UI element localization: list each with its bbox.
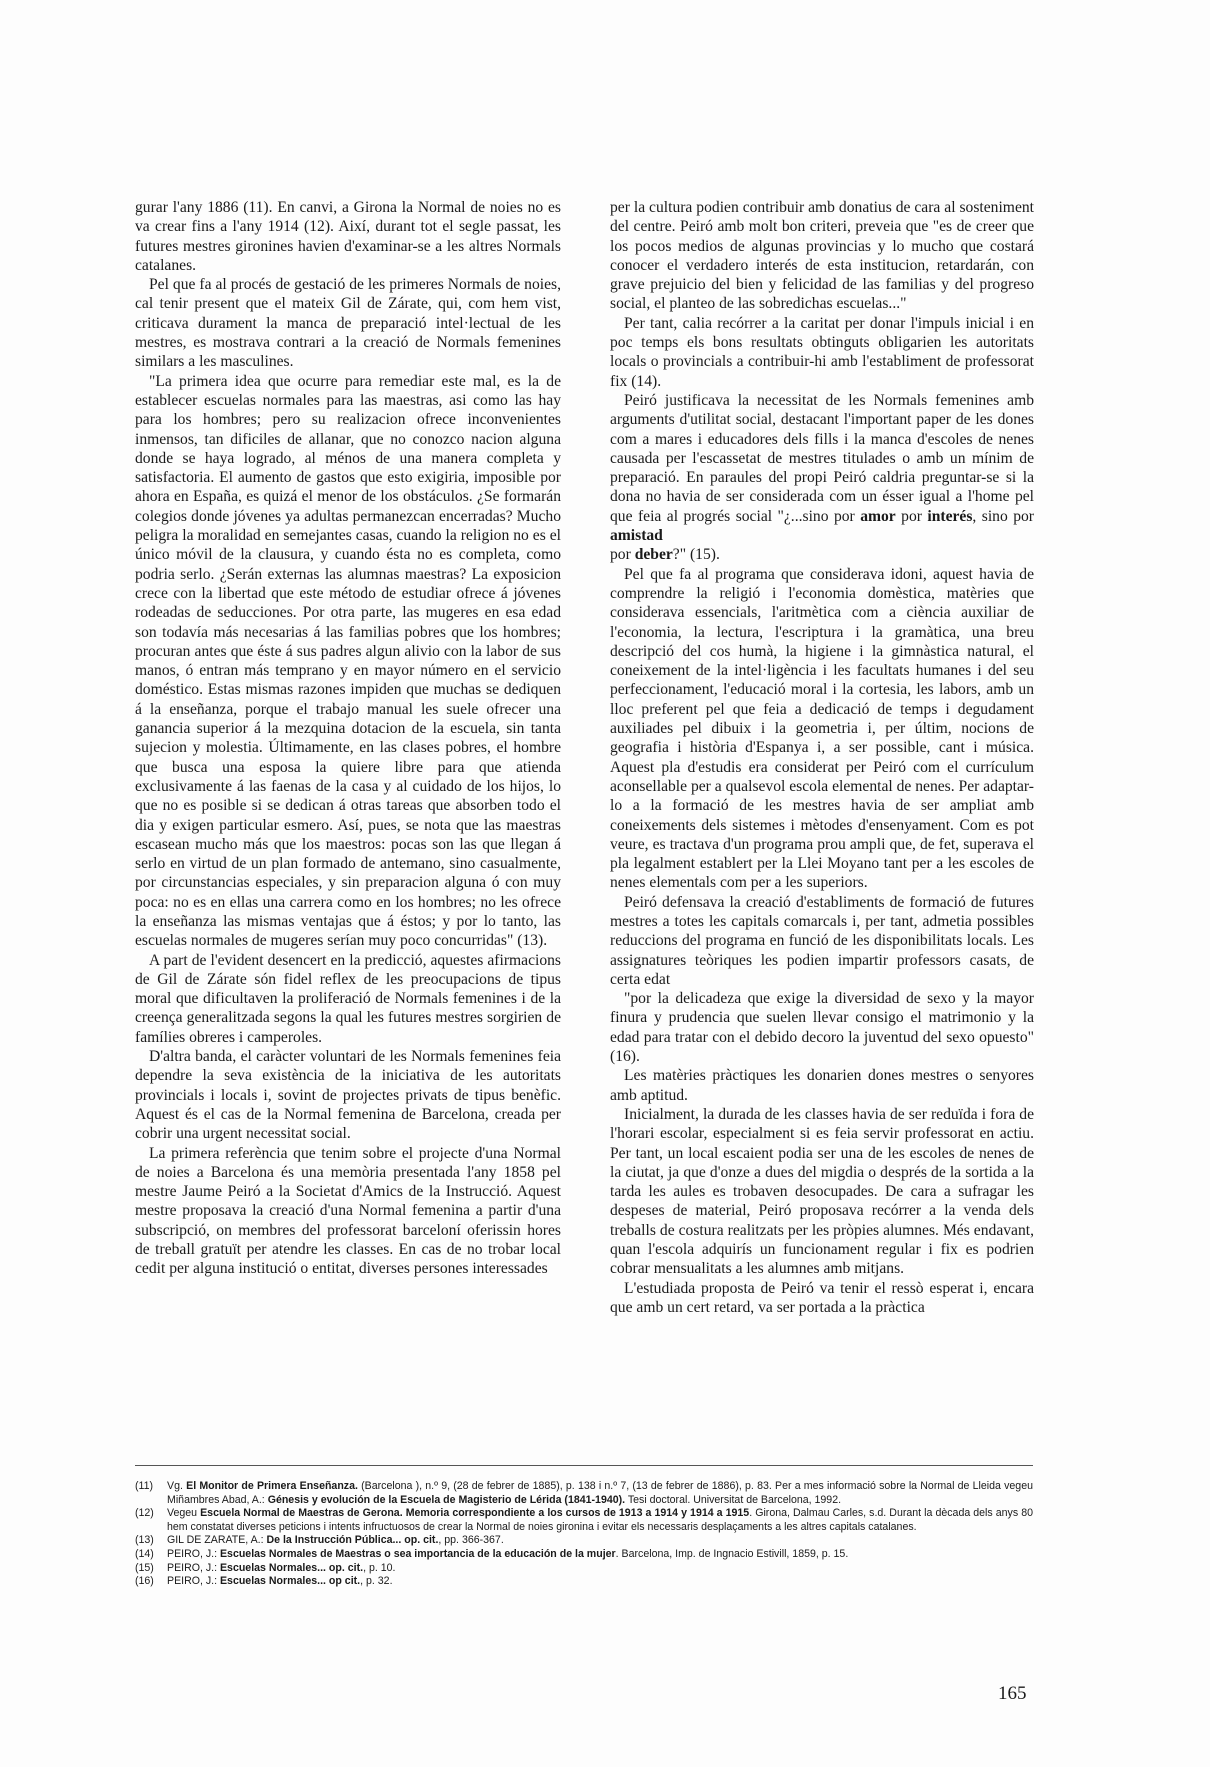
paragraph: gurar l'any 1886 (11). En canvi, a Girona la Normal de noies no es va crear fins a l'any 1914 (12). Així, durant tot el segle passat, les futures mestres gironines havien d'examinar-se a les altres Normals catalanes. bbox=[135, 199, 561, 274]
quotation-paragraph: "por la delicadeza que exige la diversidad de sexo y la mayor finura y prudencia que suelen llevar consigo el matrimonio y la edad para tratar con el debido decoro la juventud del sexo opuesto" (16). bbox=[610, 990, 1034, 1066]
footnote bbox=[135, 1575, 1033, 1589]
cited-title: Escuelas Normales... op cit. bbox=[219, 1575, 361, 1588]
footnote-text bbox=[167, 1575, 1033, 1589]
text-run: por bbox=[895, 507, 928, 525]
emphasis: interés bbox=[927, 507, 973, 525]
footnote-number: (13) bbox=[135, 1534, 154, 1547]
text-run: Tesi doctoral. Universitat de Barcelona, 1992. bbox=[625, 1493, 842, 1506]
paragraph: Per tant, calia recórrer a la caritat per donar l'impuls inicial i en poc temps els bons resultats obtinguts obligarien les autoritats locals o provincials a contribuir-hi amb l'establiment de professorat fix (14). bbox=[610, 314, 1034, 390]
footnote-text bbox=[167, 1548, 1033, 1562]
footnote bbox=[135, 1534, 1033, 1548]
text-run: PEIRO, J.: bbox=[167, 1547, 220, 1560]
paragraph: D'altra banda, el caràcter voluntari de les Normals femenines feia dependre la seva existència de la iniciativa de les autoritats provincials i locals i, sovint de projectes privats de tipus benèfic. Aquest és el cas de la Normal femenina de Barcelona, creada per cobrir una urgent necessitat social. bbox=[135, 1048, 561, 1143]
footnote-number: (11) bbox=[135, 1480, 154, 1492]
cited-title: Escuela Normal de Maestras de Gerona. Memoria correspondiente a los cursos de 1913 a 1914 y 1914 a 1915 bbox=[200, 1507, 750, 1520]
text-run: Vg. bbox=[167, 1480, 187, 1492]
text-run: GIL DE ZARATE, A.: bbox=[167, 1534, 267, 1547]
body-column-left bbox=[135, 198, 561, 1279]
paragraph: L'estudiada proposta de Peiró va tenir el ressò esperat i, encara que amb un cert retard, va ser portada a la pràctica bbox=[610, 1279, 1034, 1316]
text-run: , p. 32. bbox=[360, 1575, 393, 1588]
footnote bbox=[135, 1480, 1033, 1507]
cited-title: Escuelas Normales... op. cit. bbox=[219, 1561, 364, 1574]
footnote-text bbox=[167, 1480, 1033, 1507]
paragraph: Pel que fa al procés de gestació de les primeres Normals de noies, cal tenir present que el mateix Gil de Zárate, qui, com hem vist, criticava durament la manca de preparació intel·lectual de les mestres, es mostrava contrari a la creació de Normals femenines similars a les masculines. bbox=[135, 276, 561, 371]
footnote-text bbox=[167, 1534, 1033, 1548]
page-number: 165 bbox=[998, 1683, 1027, 1704]
text-run: ?" (15). bbox=[672, 546, 720, 564]
text-run: Peiró justificava la necessitat de les Normals femenines amb arguments d'utilitat social, destacant l'important paper de les dones com a mares i educadores dels fills i la manca d'escoles de nenes causada per l'escassetat de mestres titulades o amb un mínim de preparació. En paraules del propi Peiró caldria preguntar-se si la dona no havia de ser considerada com un ésser igual a l'home pel que feia al progrés social "¿...sino por bbox=[610, 391, 1034, 525]
paragraph: per la cultura podien contribuir amb donatius de cara al sosteniment del centre. Peiró amb molt bon criteri, preveia que "es de creer que los pocos medios de algunas provincias y lo mucho que costará conocer el verdadero interés de esta institucion, retardarán, con grave prejuicio del bien y felicidad de las familias y del progreso social, el planteo de las sobredichas escuelas..." bbox=[610, 199, 1034, 313]
paragraph: Pel que fa al programa que considerava idoni, aquest havia de comprendre la religió i l'economia domèstica, matèries que considerava essencials, l'aritmètica com a ciència auxiliar de l'economia, la lectura, l'escriptura i la gramàtica, una breu descripció del cos humà, la higiene i la gimnàstica natural, el coneixement de la intel·ligència i les facultats humanes i del seu perfeccionament, l'educació moral i la cortesia, les labors, amb un lloc preferent pel que feia a dedicació de temps i degudament auxiliades pel dibuix i la geometria i, per últim, nocions de geografia i història d'Espanya i, a ser possible, cant i música. Aquest pla d'estudis era considerat per Peiró com el currículum aconsellable per a qualsevol escola elemental de nenes. Per adaptar-lo a la formació de les mestres havia de ser ampliat amb coneixements dels sistemes i mètodes d'ensenyament. Com es pot veure, es tractava d'un programa prou ampli que, de fet, superava el pla legalment establert per la Llei Moyano tant per a les escoles de nenes elementals com per a les superiors. bbox=[610, 565, 1034, 892]
footnote bbox=[135, 1507, 1033, 1534]
footnote-text bbox=[167, 1562, 1033, 1576]
footnote-divider bbox=[135, 1465, 1033, 1466]
paragraph: Peiró defensava la creació d'establiments de formació de futures mestres a totes les capitals comarcals i, per tant, admetia possibles reduccions del programa en funció de les disponibilitats locals. Les assignatures teòriques les podien impartir professors casats, de certa edat bbox=[610, 893, 1034, 988]
text-run: . Girona, Dalmau Carles, s.d. Durant la dècada dels anys 80 hem constatat diverses peticions i intents infructuosos de crear la Normal de noies gironina i evitar els necessaris desplaçaments a les altres capitals catalanes. bbox=[167, 1507, 1033, 1533]
footnote-number: (14) bbox=[135, 1547, 154, 1560]
quotation-paragraph: "La primera idea que ocurre para remediar este mal, es la de establecer escuelas normales para las maestras, asi como las hay para los hombres; pero su realizacion ofrece inconvenientes inmensos, tan dificiles de allanar, que no conozco nacion alguna donde se haya logrado, al ménos de una manera completa y satisfactoria. El aumento de gastos que esto exigiria, imposible por ahora en España, es quizá el menor de los obstáculos. ¿Se formarán colegios donde jóvenes ya adultas permanezcan encerradas? Mucho peligra la moralidad en semejantes casas, cuando la religion no es el único móvil de la clausura, y cuando ésta no es completa, como podria serlo. ¿Serán externas las alumnas maestras? La exposicion crece con la libertad que este método de estudiar ofrece á jóvenes rodeadas de seducciones. Por otra parte, las mugeres en esa edad son todavía más necesarias á las familias pobres que los hombres; procuran antes que éste á sus padres algun alivio con la labor de sus manos, ó entran más temprano y en mayor número en el servicio doméstico. Estas mismas razones impiden que muchas se dediquen á la enseñanza, porque el trabajo manual les suele ofrecer una ganancia superior á la mezquina dotacion de la escuela, sin tanta sujecion y molestia. Últimamente, en las clases pobres, el hombre que busca una esposa la quiere libre para que atienda exclusivamente á las faenas de la casa y al cuidado de los hijos, lo que no es posible si se dedican á otras tareas que absorben todo el dia y exigen particular esmero. Así, pues, se nota que las maestras escasean mucho más que los maestros: pocas son las que llegan á serlo en virtud de un plan formado de antemano, sino casualmente, por circunstancias especiales, y sin preparacion alguna ó con muy poca: no es en ellas una carrera como en los hombres; no les ofrece la enseñanza las mismas ventajas que á éstos; y por lo tanto, las escuelas normales de mugeres serían muy poco concurridas" (13). bbox=[135, 372, 561, 950]
cited-title: El Monitor de Primera Enseñanza. bbox=[186, 1480, 358, 1492]
footnote-text bbox=[167, 1507, 1033, 1534]
footnotes bbox=[135, 1480, 1033, 1589]
text-run: , pp. 366-367. bbox=[438, 1534, 504, 1547]
text-run: , sino por bbox=[972, 507, 1034, 525]
paragraph: A part de l'evident desencert en la predicció, aquestes afirmacions de Gil de Zárate són fidel reflex de les preocupacions de tipus moral que dificultaven la proliferació de Normals femenines i de la creença generalitzada segons la qual les futures mestres sorgirien de famílies obreres i camperoles. bbox=[135, 951, 561, 1046]
cited-title: Génesis y evolución de la Escuela de Magisterio de Lérida (1841-1940). bbox=[267, 1493, 626, 1506]
footnote-number: (16) bbox=[135, 1575, 154, 1588]
text-run: PEIRO, J.: bbox=[167, 1575, 220, 1588]
body-column-right bbox=[610, 198, 1034, 1317]
text-run: . Barcelona, Imp. de Ingnacio Estivill, 1859, p. 15. bbox=[615, 1547, 849, 1560]
paragraph: Les matèries pràctiques les donarien dones mestres o senyores amb aptitud. bbox=[610, 1067, 1034, 1104]
emphasis: amistad bbox=[610, 527, 663, 545]
footnote bbox=[135, 1548, 1033, 1562]
cited-title: Escuelas Normales de Maestras o sea importancia de la educación de la mujer bbox=[219, 1547, 616, 1560]
cited-title: De la Instrucción Pública... op. cit. bbox=[266, 1534, 439, 1547]
text-run: (Barcelona ), n.º 9, (28 de febrer de 1885), p. 138 i n.º 7, (13 de febrer de 1886), p. 83. Per a mes informació sobre la Normal de Lleida vegeu Miñambres Abad, A.: bbox=[167, 1480, 1033, 1506]
emphasis: amor bbox=[860, 507, 896, 525]
footnote-number: (12) bbox=[135, 1507, 154, 1520]
paragraph bbox=[610, 391, 1034, 565]
footnote-number: (15) bbox=[135, 1561, 154, 1574]
text-run: PEIRO, J.: bbox=[167, 1561, 220, 1574]
footnote bbox=[135, 1562, 1033, 1576]
text-run: por bbox=[610, 546, 635, 564]
paragraph: La primera referència que tenim sobre el projecte d'una Normal de noies a Barcelona és una memòria presentada l'any 1858 pel mestre Jaume Peiró a la Societat d'Amics de la Instrucció. Aquest mestre proposava la creació d'una Normal femenina a partir d'una subscripció, on membres del professorat barceloní oferissin hores de treball gratuït per atendre les classes. En cas de no trobar local cedit per alguna institució o entitat, diverses persones interessades bbox=[135, 1144, 561, 1278]
paragraph: Inicialment, la durada de les classes havia de ser reduïda i fora de l'horari escolar, especialment si es feia servir professorat en actiu. Per tant, un local escaient podia ser una de les escoles de nenes de la ciutat, ja que d'onze a dues del migdia o després de la sortida a la tarda les aules es trobaven desocupades. De cara a sufragar les despeses de material, Peiró proposava recórrer a la venda dels treballs de costura realitzats per les pròpies alumnes. Més endavant, quan l'escola adquirís un funcionament regular i fix es podrien cobrar mensualitats a les alumnes amb mitjans. bbox=[610, 1105, 1034, 1278]
text-run: Vegeu bbox=[167, 1507, 201, 1520]
text-run: , p. 10. bbox=[363, 1561, 396, 1574]
emphasis: deber bbox=[634, 546, 673, 564]
